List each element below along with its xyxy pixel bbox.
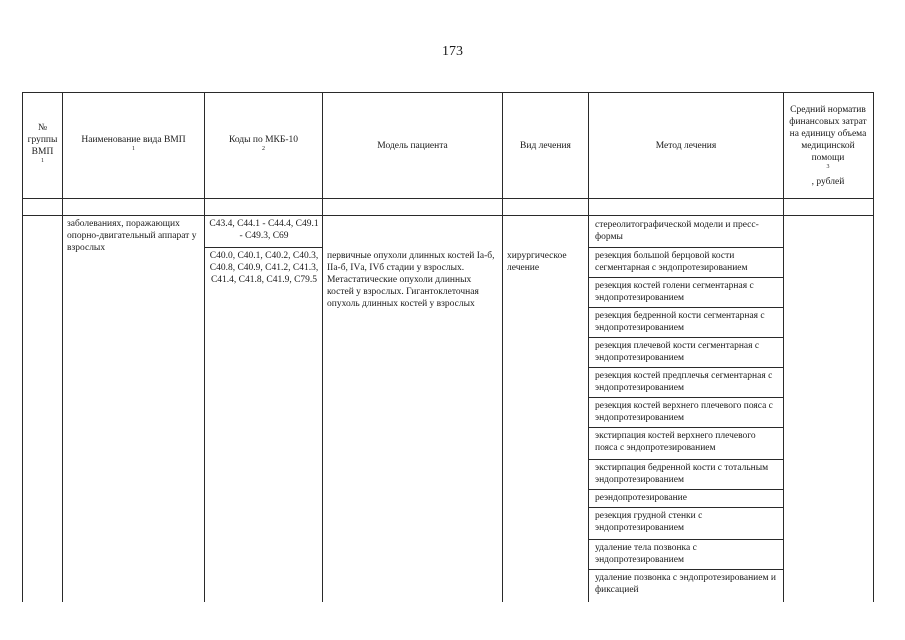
method-item: удаление позвонка с эндопротезированием и фиксацией bbox=[595, 573, 776, 595]
method-divider bbox=[588, 397, 784, 398]
method-divider bbox=[588, 489, 784, 490]
method-divider bbox=[588, 367, 784, 368]
treatment-type-cell: хирургическое лечение bbox=[507, 251, 567, 273]
method-divider bbox=[588, 337, 784, 338]
method-item: экстирпация костей верхнего плечевого пояса с эндопротезированием bbox=[595, 431, 756, 453]
vmp-name-cell: заболеваниях, поражающих опорно-двигательный аппарат у взрослых bbox=[67, 219, 197, 253]
medical-table bbox=[22, 92, 874, 602]
header-icd-codes: Коды по МКБ-10 $^2$ bbox=[228, 134, 299, 152]
header-treatment-method: Метод лечения bbox=[655, 140, 717, 151]
col-border-6 bbox=[783, 92, 784, 602]
method-divider bbox=[588, 247, 784, 248]
method-item: экстирпация бедренной кости с тотальным эндопротезированием bbox=[595, 463, 769, 485]
method-item: резекция большой берцовой кости сегментарная с эндопротезированием bbox=[595, 251, 748, 273]
patient-model-cell: первичные опухоли длинных костей Iа-б, IIа-б, IVа, IVб стадии у взрослых. Метастатические опухоли длинных костей у взрослых. Гигантоклеточная опухоль длинных костей у взрослых bbox=[327, 251, 495, 309]
body-top-border bbox=[22, 215, 874, 216]
codes-divider bbox=[204, 247, 322, 248]
method-item: резекция бедренной кости сегментарная с эндопротезированием bbox=[595, 311, 765, 333]
method-divider bbox=[588, 569, 784, 570]
col-border-7 bbox=[873, 92, 874, 602]
header-vmp-name: Наименование вида ВМП $^1$ bbox=[81, 134, 186, 152]
method-item: резекция костей верхнего плечевого пояса с эндопротезированием bbox=[595, 401, 773, 423]
method-divider bbox=[588, 307, 784, 308]
method-divider bbox=[588, 459, 784, 460]
method-divider bbox=[588, 277, 784, 278]
method-item: удаление тела позвонка с эндопротезированием bbox=[595, 543, 697, 565]
header-patient-model: Модель пациента bbox=[377, 140, 448, 151]
icd-codes-cell-1: C43.4, C44.1 - C44.4, C49.1 - C49.3, C69 bbox=[209, 219, 319, 241]
icd-codes-cell-2: C40.0, C40.1, C40.2, C40.3, C40.8, C40.9, C41.2, C41.3, C41.4, C41.8, C41.9, C79.5 bbox=[209, 251, 319, 285]
method-divider bbox=[588, 539, 784, 540]
header-bottom-border bbox=[22, 198, 874, 199]
method-item: резекция костей предплечья сегментарная с эндопротезированием bbox=[595, 371, 773, 393]
method-item: резекция костей голени сегментарная с эндопротезированием bbox=[595, 281, 754, 303]
header-average-cost: Средний норматив финансовых затрат на единицу объема медицинской помощи $^3$ , рублей bbox=[789, 104, 867, 187]
method-item: стереолитографической модели и пресс-формы bbox=[595, 220, 759, 242]
method-item: резекция грудной стенки с эндопротезированием bbox=[595, 511, 703, 533]
header-group-number: № группы ВМП $^1$ bbox=[27, 122, 58, 164]
page-number: 173 bbox=[442, 44, 463, 59]
method-item: реэндопротезирование bbox=[595, 493, 687, 503]
method-divider bbox=[588, 427, 784, 428]
method-item: резекция плечевой кости сегментарная с эндопротезированием bbox=[595, 341, 760, 363]
method-divider bbox=[588, 507, 784, 508]
header-treatment-type: Вид лечения bbox=[520, 140, 571, 151]
